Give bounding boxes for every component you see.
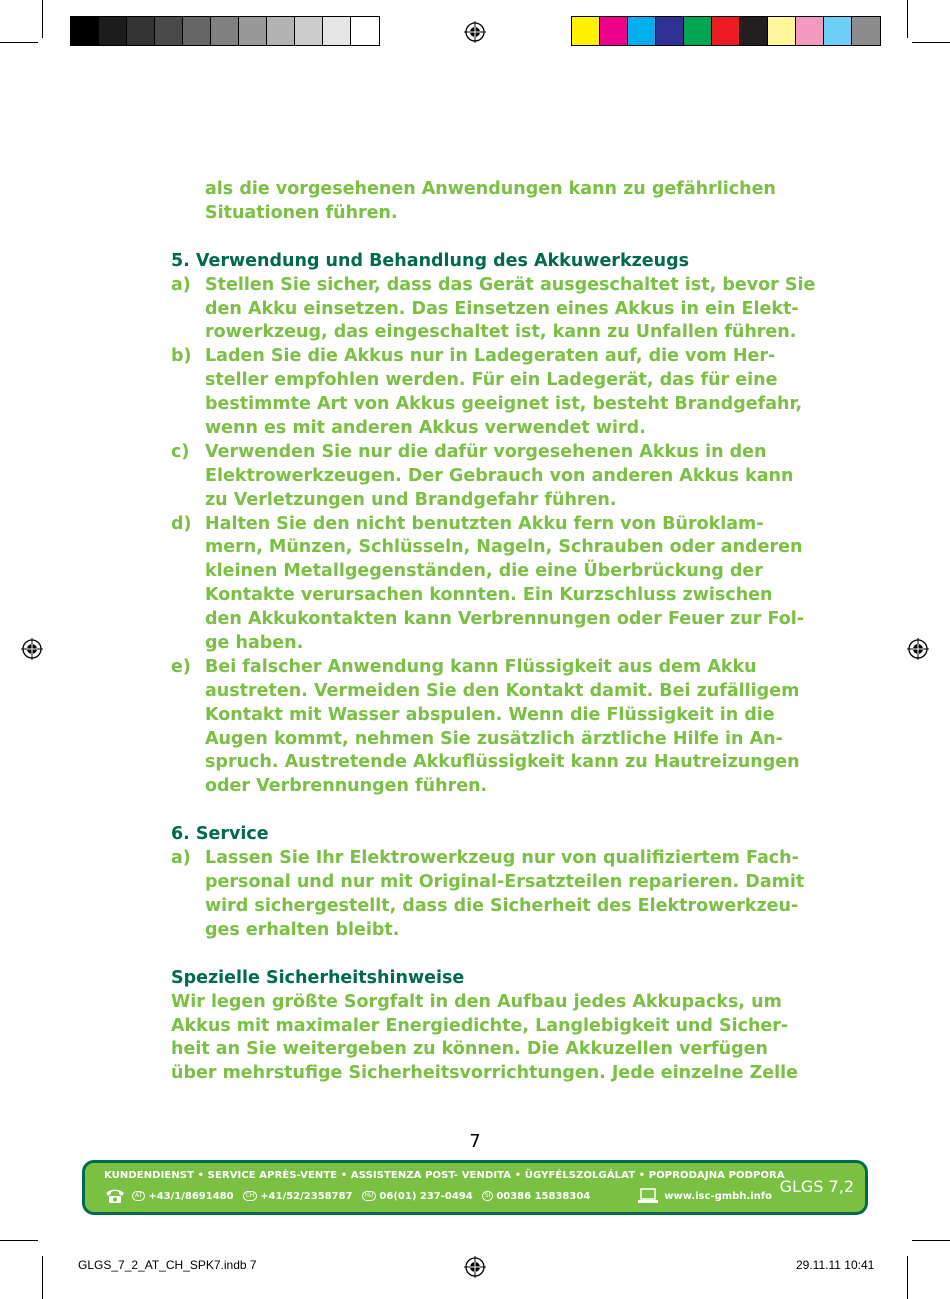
crop-mark bbox=[0, 42, 38, 43]
phone-number: 00386 15838304 bbox=[496, 1190, 591, 1202]
text-line: austreten. Vermeiden Sie den Kontakt damit. Bei zufälligem bbox=[205, 680, 800, 701]
slug-filename: GLGS_7_2_AT_CH_SPK7.indb 7 bbox=[78, 1258, 257, 1272]
color-swatch bbox=[796, 17, 824, 45]
phone-si[interactable] bbox=[482, 1191, 591, 1202]
color-swatch bbox=[267, 17, 295, 45]
list-item bbox=[171, 274, 816, 346]
text-line: Kontakte verursachen konnten. Ein Kurzschluss zwischen bbox=[205, 585, 773, 606]
country-badge: SI bbox=[482, 1191, 494, 1201]
color-swatch bbox=[740, 17, 768, 45]
text-line: oder Verbrennungen führen. bbox=[205, 776, 488, 797]
text-line: als die vorgesehenen Anwendungen kann zu gefährlichen bbox=[205, 179, 776, 199]
color-swatch bbox=[628, 17, 656, 45]
contact-row bbox=[104, 1188, 772, 1204]
text-line: rowerkzeug, das eingeschaltet ist, kann zu Unfallen führen. bbox=[205, 322, 797, 343]
registration-mark-icon bbox=[464, 21, 486, 43]
item-label: c) bbox=[171, 441, 190, 462]
text-line: Verwenden Sie nur die dafür vorgesehenen Akkus in den bbox=[205, 441, 767, 462]
website-link[interactable]: www.isc-gmbh.info bbox=[664, 1190, 773, 1202]
text-line: den Akkukontakten kann Verbrennungen oder Feuer zur Fol- bbox=[205, 609, 805, 630]
phone-at[interactable] bbox=[132, 1191, 234, 1202]
color-swatch bbox=[323, 17, 351, 45]
special-safety-section bbox=[171, 967, 799, 1086]
color-swatch bbox=[824, 17, 852, 45]
phone-number: +41/52/2358787 bbox=[260, 1190, 353, 1202]
text-line: Halten Sie den nicht benutzten Akku fern von Büroklam- bbox=[205, 513, 764, 534]
section-heading: 5. Verwendung und Behandlung des Akkuwerkzeugs bbox=[171, 250, 690, 271]
crop-mark bbox=[912, 42, 950, 43]
grayscale-bar bbox=[70, 16, 380, 46]
text-line: Laden Sie die Akkus nur in Ladegeraten auf, die vom Her- bbox=[205, 346, 776, 367]
text-line: Akkus mit maximaler Energiedichte, Langlebigkeit und Sicher- bbox=[171, 1015, 789, 1036]
laptop-icon bbox=[638, 1188, 658, 1204]
color-swatch bbox=[852, 17, 880, 45]
text-line: spruch. Austretende Akkuflüssigkeit kann zu Hautreizungen bbox=[205, 752, 800, 773]
service-footer bbox=[82, 1160, 868, 1215]
color-swatch bbox=[183, 17, 211, 45]
text-line: über mehrstufige Sicherheitsvorrichtungen. Jede einzelne Zelle bbox=[171, 1063, 799, 1084]
color-swatch bbox=[295, 17, 323, 45]
item-label: b) bbox=[171, 346, 192, 367]
text-line: Elektrowerkzeugen. Der Gebrauch von anderen Akkus kann bbox=[205, 465, 794, 486]
text-line: kleinen Metallgegenständen, die eine Überbrückung der bbox=[205, 561, 763, 582]
item-label: a) bbox=[171, 274, 191, 295]
list-item bbox=[171, 656, 800, 799]
phone-number: 06(01) 237-0494 bbox=[379, 1190, 473, 1202]
section-heading: 6. Service bbox=[171, 824, 269, 845]
text-line: mern, Münzen, Schlüsseln, Nageln, Schrauben oder anderen bbox=[205, 537, 803, 558]
color-swatch bbox=[211, 17, 239, 45]
telephone-icon bbox=[104, 1188, 126, 1204]
crop-mark bbox=[42, 1256, 43, 1299]
manual-body-text bbox=[171, 178, 816, 1086]
color-swatch bbox=[600, 17, 628, 45]
registration-mark-icon bbox=[464, 1256, 486, 1278]
text-line: Bei falscher Anwendung kann Flüssigkeit aus dem Akku bbox=[205, 656, 757, 677]
text-line: ges erhalten bleibt. bbox=[205, 919, 400, 940]
color-swatch bbox=[99, 17, 127, 45]
service-languages: KUNDENDIENST • SERVICE APRÈS-VENTE • ASSISTENZA POST- VENDITA • ÜGYFÉLSZOLGÁLAT • POPRODAJNA PODPORA bbox=[104, 1170, 785, 1181]
section-5 bbox=[171, 250, 816, 799]
list-item bbox=[171, 441, 794, 513]
country-badge: AT bbox=[132, 1191, 145, 1201]
registration-mark-icon bbox=[907, 638, 929, 660]
crop-mark bbox=[0, 1240, 38, 1241]
slug-datetime: 29.11.11 10:41 bbox=[796, 1258, 875, 1272]
color-swatch bbox=[239, 17, 267, 45]
text-line: Kontakt mit Wasser abspulen. Wenn die Flüssigkeit in die bbox=[205, 704, 775, 725]
color-swatch bbox=[572, 17, 600, 45]
color-swatch bbox=[712, 17, 740, 45]
text-line: Wir legen größte Sorgfalt in den Aufbau jedes Akkupacks, um bbox=[171, 991, 782, 1012]
list-item bbox=[171, 345, 803, 441]
text-line: ge haben. bbox=[205, 633, 304, 654]
color-swatch bbox=[155, 17, 183, 45]
text-line: steller empfohlen werden. Für ein Ladegerät, das für eine bbox=[205, 370, 778, 391]
item-label: d) bbox=[171, 513, 192, 534]
text-line: Situationen führen. bbox=[205, 202, 398, 223]
crop-mark bbox=[912, 1240, 950, 1241]
color-swatch bbox=[684, 17, 712, 45]
item-label: e) bbox=[171, 656, 191, 677]
page-number: 7 bbox=[469, 1131, 481, 1152]
phone-number: +43/1/8691480 bbox=[148, 1190, 234, 1202]
registration-mark-icon bbox=[21, 638, 43, 660]
section-heading: Spezielle Sicherheitshinweise bbox=[171, 967, 465, 988]
process-color-bar bbox=[571, 16, 881, 46]
model-number: GLGS 7,2 bbox=[779, 1177, 854, 1196]
text-line: den Akku einsetzen. Das Einsetzen eines Akkus in ein Elekt- bbox=[205, 298, 799, 319]
text-line: heit an Sie weitergeben zu können. Die Akkuzellen verfügen bbox=[171, 1039, 768, 1060]
intro-paragraph bbox=[171, 178, 791, 226]
crop-mark bbox=[42, 0, 43, 38]
text-line: zu Verletzungen und Brandgefahr führen. bbox=[205, 489, 617, 510]
text-line: bestimmte Art von Akkus geeignet ist, besteht Brandgefahr, bbox=[205, 394, 803, 415]
color-swatch bbox=[768, 17, 796, 45]
country-badge: HU bbox=[362, 1191, 377, 1201]
color-swatch bbox=[71, 17, 99, 45]
color-swatch bbox=[127, 17, 155, 45]
color-swatch bbox=[656, 17, 684, 45]
color-swatch bbox=[351, 17, 379, 45]
text-line: Augen kommt, nehmen Sie zusätzlich ärztliche Hilfe in An- bbox=[205, 728, 783, 749]
crop-mark bbox=[907, 1256, 908, 1299]
text-line: Stellen Sie sicher, dass das Gerät ausgeschaltet ist, bevor Sie bbox=[205, 274, 816, 295]
section-6 bbox=[171, 823, 805, 942]
text-line: personal und nur mit Original-Ersatzteilen reparieren. Damit bbox=[205, 872, 805, 893]
text-line: wird sichergestellt, dass die Sicherheit des Elektrowerkzeu- bbox=[205, 895, 799, 916]
list-item bbox=[171, 847, 805, 943]
text-line: wenn es mit anderen Akkus verwendet wird. bbox=[205, 418, 646, 439]
list-item bbox=[171, 513, 805, 656]
country-badge: CH bbox=[243, 1191, 258, 1201]
phone-ch[interactable] bbox=[243, 1191, 353, 1202]
item-label: a) bbox=[171, 848, 191, 869]
crop-mark bbox=[907, 0, 908, 38]
text-line: Lassen Sie Ihr Elektrowerkzeug nur von qualifiziertem Fach- bbox=[205, 848, 799, 869]
phone-hu[interactable] bbox=[362, 1191, 473, 1202]
